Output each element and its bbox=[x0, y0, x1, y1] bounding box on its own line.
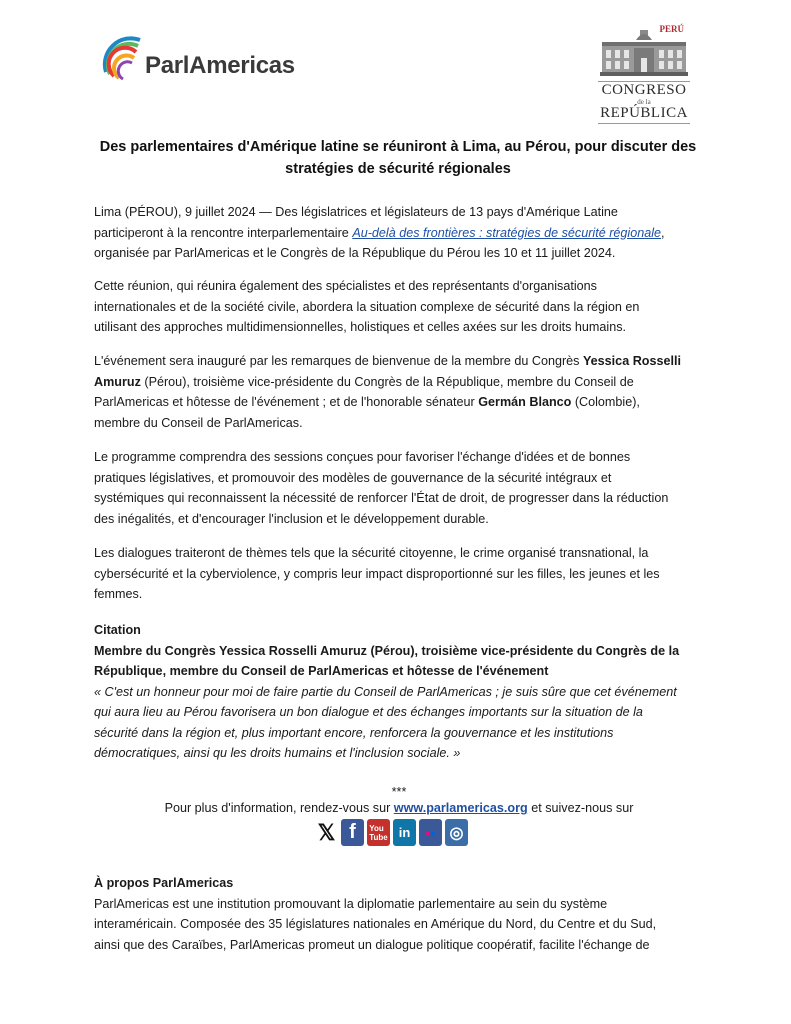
citation-quote-line: qui aura lieu au Pérou favorisera un bon dialogue et des échanges importants sur la situation de la bbox=[94, 705, 643, 719]
about-heading: À propos ParlAmericas bbox=[94, 876, 234, 890]
text-line: Le programme comprendra des sessions conçues pour favoriser l'échange d'idées et de bonnes bbox=[94, 450, 631, 464]
congreso-logo-line2: de la bbox=[637, 98, 651, 106]
speaker-name: Germán Blanco bbox=[478, 395, 572, 409]
citation-section bbox=[94, 620, 704, 764]
text-line: Lima (PÉROU), 9 juillet 2024 — Des législatrices et législateurs de 13 pays d'Amérique Latine bbox=[94, 205, 618, 219]
text-span: (Pérou), troisième vice-présidente du Congrès de la République, membre du Conseil de bbox=[140, 374, 634, 389]
text-line: ainsi que des Caraïbes, ParlAmericas promeut un dialogue politique coopératif, facilite l'échange de bbox=[94, 937, 650, 952]
text-line: utilisant des approches multidimensionnelles, holistiques et celles axées sur les droits humains. bbox=[94, 320, 627, 334]
about-section bbox=[94, 873, 704, 955]
text-span: participeront à la rencontre interparlementaire bbox=[94, 225, 353, 240]
instagram-icon[interactable]: ◎ bbox=[445, 819, 468, 846]
text-span: (Colombie), bbox=[571, 395, 640, 409]
x-icon[interactable]: 𝕏 bbox=[315, 819, 338, 846]
text-line bbox=[94, 351, 704, 372]
text-line: pratiques législatives, et promouvoir des modèles de gouvernance de la sécurité intégraux et bbox=[94, 470, 612, 485]
text-line: femmes. bbox=[94, 587, 143, 601]
congreso-logo-line3: REPÚBLICA bbox=[600, 105, 688, 121]
text-line: membre du Conseil de ParlAmericas. bbox=[94, 415, 303, 430]
text-span: , bbox=[661, 225, 665, 240]
citation-heading: Citation bbox=[94, 623, 141, 637]
text-span: et suivez-nous sur bbox=[527, 801, 634, 815]
text-line: Les dialogues traiteront de thèmes tels que la sécurité citoyenne, le crime organisé transnational, la bbox=[94, 546, 649, 560]
parlamericas-logo[interactable] bbox=[100, 32, 310, 90]
text-line: organisée par ParlAmericas et le Congrès de la République du Pérou les 10 et 11 juillet 2024. bbox=[94, 246, 616, 260]
text-span: L'événement sera inauguré par les remarques de bienvenue de la membre du Congrès bbox=[94, 354, 583, 368]
paragraph-opening bbox=[94, 351, 704, 433]
text-line: internationales et de la société civile, abordera la situation complexe de sécurité dans la région en bbox=[94, 299, 640, 314]
facebook-icon[interactable]: f bbox=[341, 819, 364, 846]
title-line-2: stratégies de sécurité régionales bbox=[285, 161, 511, 177]
text-line: ParlAmericas est une institution promouvant la diplomatie parlementaire au sein du système bbox=[94, 896, 608, 911]
website-link[interactable]: www.parlamericas.org bbox=[393, 801, 528, 815]
congreso-logo-country: PERÚ bbox=[659, 24, 684, 34]
event-title-link[interactable]: Au-delà des frontières : stratégies de sécurité régionale bbox=[352, 225, 662, 240]
speaker-name: Yessica Rosselli bbox=[582, 354, 681, 368]
citation-quote-line: démocratiques, ainsi qu les droits humains et l'inclusion sociale. » bbox=[94, 746, 461, 760]
paragraph-program bbox=[94, 447, 704, 529]
separator-stars: *** bbox=[391, 785, 407, 799]
text-line: Cette réunion, qui réunira également des spécialistes et des représentants d'organisations bbox=[94, 279, 597, 293]
citation-speaker: République, membre du Conseil de ParlAmericas et hôtesse de l'événement bbox=[94, 664, 549, 678]
paragraph-dialogues bbox=[94, 543, 704, 605]
text-line: des inégalités, et d'encourager l'inclusion et le développement durable. bbox=[94, 511, 489, 526]
press-release-title bbox=[88, 136, 708, 180]
paragraph-meeting bbox=[94, 276, 704, 338]
parlamericas-logo-text: ParlAmericas bbox=[145, 52, 295, 79]
paragraph-intro bbox=[94, 202, 704, 264]
citation-quote-line: sécurité dans la région et, plus important encore, renforcera la gouvernance et les institutions bbox=[94, 725, 614, 740]
text-line bbox=[94, 372, 704, 393]
divider bbox=[598, 123, 690, 124]
text-line: interaméricain. Composée des 35 législatures nationales en Amérique du Nord, du Centre et du Sud, bbox=[94, 917, 657, 931]
text-line: cybersécurité et la cyberviolence, y compris leur impact disproportionné sur les filles, les jeunes et les bbox=[94, 566, 660, 581]
congreso-logo-line1: CONGRESO bbox=[601, 82, 687, 98]
social-icons bbox=[315, 819, 468, 847]
speaker-name: Amuruz bbox=[94, 374, 141, 389]
citation-speaker: Membre du Congrès Yessica Rosselli Amuruz (Pérou), troisième vice-présidente du Congrès de la bbox=[94, 643, 680, 658]
congreso-logo[interactable] bbox=[596, 24, 692, 124]
youtube-icon[interactable]: You Tube bbox=[367, 819, 390, 846]
text-line bbox=[94, 223, 704, 244]
text-line: systémiques qui reconnaissent la nécessité de renforcer l'État de droit, de progresser dans la réduction bbox=[94, 491, 669, 505]
text-span: ParlAmericas et hôtesse de l'événement ; et de l'honorable sénateur bbox=[94, 395, 479, 409]
more-info-line bbox=[94, 798, 704, 818]
text-line bbox=[94, 392, 704, 413]
text-span: Pour plus d'information, rendez-vous sur bbox=[164, 801, 394, 815]
citation-quote-line: « C'est un honneur pour moi de faire partie du Conseil de ParlAmericas ; je suis sûre que cet événement bbox=[94, 684, 677, 699]
congress-building-icon bbox=[596, 24, 692, 80]
title-line-1: Des parlementaires d'Amérique latine se réuniront à Lima, au Pérou, pour discuter des bbox=[99, 139, 697, 155]
flickr-icon[interactable]: • • bbox=[419, 819, 442, 846]
linkedin-icon[interactable]: in bbox=[393, 819, 416, 846]
